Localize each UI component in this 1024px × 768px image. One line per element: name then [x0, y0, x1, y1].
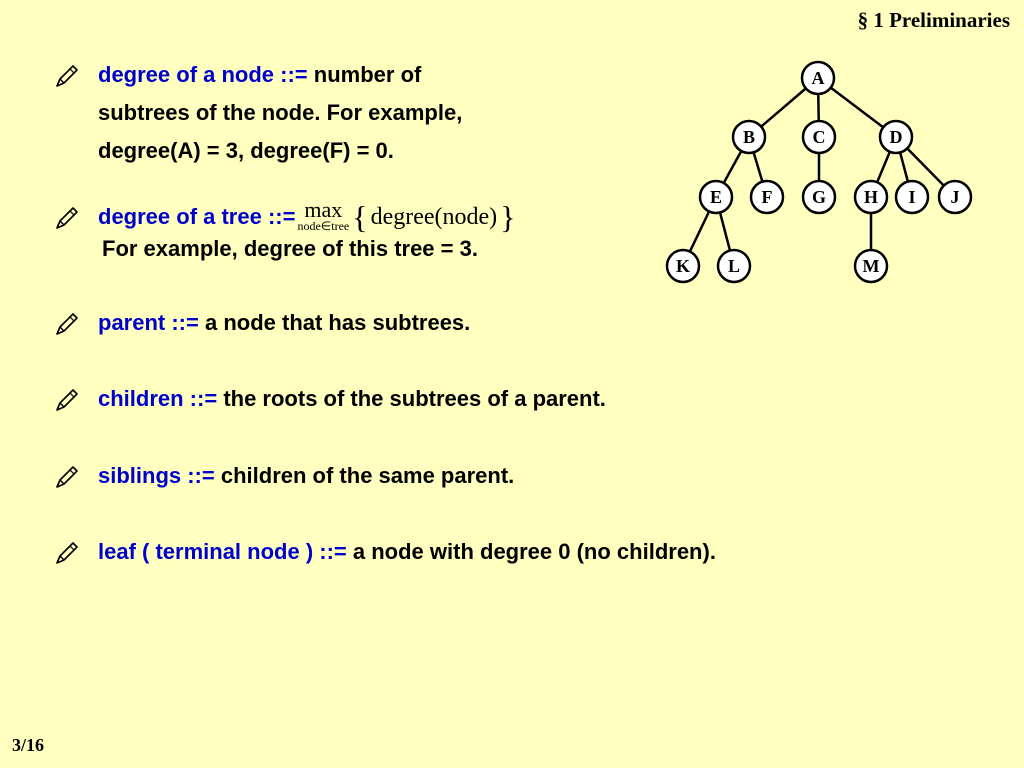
page-number: 3/16 — [12, 735, 45, 755]
tree-node-D — [880, 121, 912, 153]
term-label: siblings ::= — [98, 463, 215, 488]
tree-node-H — [855, 181, 887, 213]
definition-text: a node with degree 0 (no children). — [352, 539, 716, 564]
pencil-icon — [54, 464, 80, 490]
pencil-icon — [54, 540, 80, 566]
tree-node-M — [855, 250, 887, 282]
tree-node-I — [896, 181, 928, 213]
tree-diagram — [650, 55, 990, 295]
tree-node-label: B — [742, 127, 756, 147]
term-label: parent ::= — [98, 310, 199, 335]
tree-node-G — [803, 181, 835, 213]
bullet-leaf — [54, 533, 954, 571]
bullet-children — [54, 380, 814, 418]
math-brace-close: } — [500, 199, 516, 235]
definition-text: For example, degree of this tree = 3. — [102, 236, 478, 261]
tree-node-J — [939, 181, 971, 213]
slide-section-title: § 1 Preliminaries — [857, 8, 1010, 32]
math-formula — [295, 197, 518, 235]
tree-node-label: K — [675, 256, 691, 276]
definition-text: children of the same parent. — [220, 463, 515, 488]
tree-node-C — [803, 121, 835, 153]
tree-node-label: G — [811, 187, 827, 207]
tree-node-label: I — [908, 187, 916, 207]
pencil-icon — [54, 311, 80, 337]
tree-node-F — [751, 181, 783, 213]
tree-node-label: F — [761, 187, 773, 207]
tree-node-label: L — [727, 256, 741, 276]
tree-node-label: J — [950, 187, 960, 207]
tree-node-label: H — [863, 187, 879, 207]
pencil-icon — [54, 387, 80, 413]
definition-text: degree(A) = 3, degree(F) = 0. — [98, 138, 394, 163]
bullet-degree-of-tree — [54, 198, 674, 268]
pencil-icon — [54, 205, 80, 231]
definition-text: the roots of the subtrees of a parent. — [223, 386, 606, 411]
math-subscript: node∈tree — [297, 219, 350, 233]
math-body: degree(node) — [370, 204, 498, 230]
tree-node-L — [718, 250, 750, 282]
tree-node-label: E — [709, 187, 723, 207]
definition-text: subtrees of the node. For example, — [98, 100, 463, 125]
tree-node-label: M — [862, 256, 880, 276]
bullet-siblings — [54, 457, 814, 495]
term-label: leaf ( terminal node ) ::= — [98, 539, 347, 564]
term-label: degree of a tree ::= — [98, 204, 296, 229]
definition-text: a node that has subtrees. — [204, 310, 471, 335]
pencil-icon — [54, 63, 80, 89]
bullet-parent — [54, 304, 674, 342]
tree-node-label: C — [812, 127, 826, 147]
math-operator: max — [304, 197, 343, 222]
tree-node-label: A — [811, 68, 825, 88]
math-brace-open: { — [352, 199, 368, 235]
term-label: children ::= — [98, 386, 218, 411]
tree-node-B — [733, 121, 765, 153]
tree-node-A — [802, 62, 834, 94]
tree-node-K — [667, 250, 699, 282]
bullet-degree-of-node — [54, 56, 674, 170]
tree-node-E — [700, 181, 732, 213]
tree-node-label: D — [889, 127, 903, 147]
term-label: degree of a node ::= — [98, 62, 308, 87]
definition-text: number of — [313, 62, 422, 87]
